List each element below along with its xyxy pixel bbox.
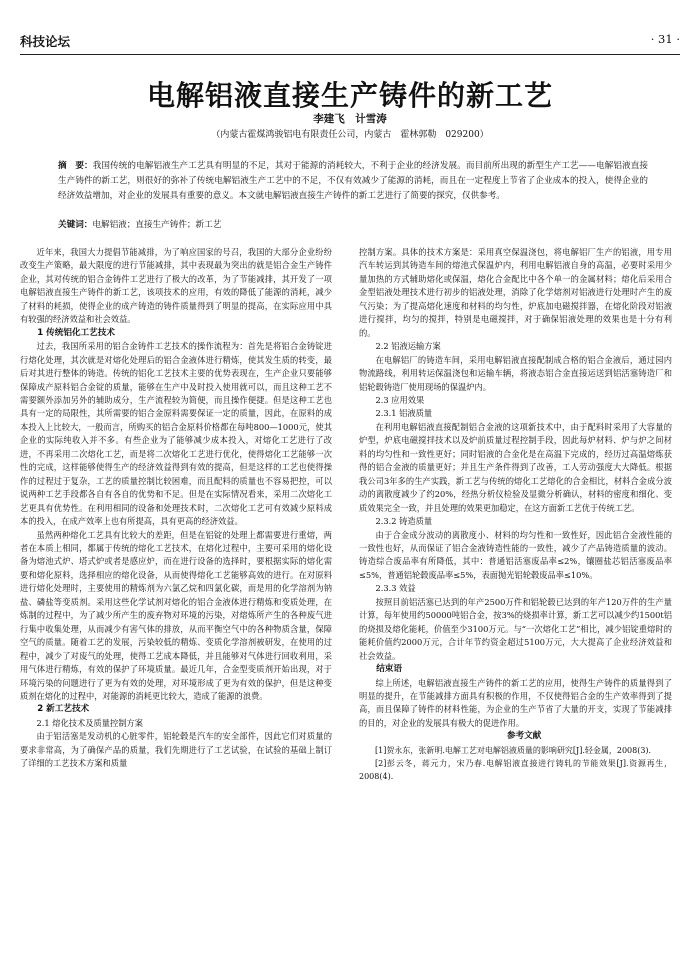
conclusion-heading: 结束语: [376, 664, 402, 675]
header-rule: [20, 54, 680, 55]
reference-item: [2]彭云冬，蒋元力，宋乃春.电解铝液直接进行铸轧的节能效果[J].资源再生，2008(4).: [359, 758, 672, 781]
body-paragraph: 在电解铝厂的铸造车间，采用电解铝液直接配制成合格的铝合金液后，通过园内物流路线，利用转运保温浇包和运输车辆，将液态铝合金直接运送到铝活塞铸造厂和铝轮毂铸造厂使用现场的保温炉内。: [359, 354, 672, 392]
article-authors: 李建飞 计雪涛: [313, 113, 387, 125]
body-paragraph: 控制方案。具体的技术方案是：采用真空保温浇包，将电解铝厂生产的铝液，用专用汽车转运到其铸造车间的熔池式保温炉内，利用电解铝液自身的高温，必要时采用少量加热的方式辅助熔化或保温，熔化合金配比中各个单一的金属材料；熔化后采用合金型铝液处理技术进行初步的铝液处理，消除了化学熔剂对铝液进行处理时产生的废气污染；为了提高熔化速度和材料的均匀性，炉底加电磁搅拌器，在熔化阶段对铝液进行搅拌，均匀的搅拌，特别是电磁搅拌，对于确保铝液处理的效果也是十分有利的。: [359, 247, 672, 338]
body-paragraph: 由于铝活塞是发动机的心脏零件，铝轮毂是汽车的安全部件，因此它们对质量的要求非常高，为了确保产品的质量，我们先期进行了工艺试验，在试验的基础上制订了详细的工艺技术方案和质量: [20, 731, 332, 769]
subsection-heading: 2.1 熔化技术及质量控制方案: [36, 717, 143, 728]
section-heading: 1 传统铝化工艺技术: [37, 327, 115, 338]
right-column: [359, 246, 672, 783]
section-heading: 2 新工艺技术: [37, 704, 90, 715]
keywords: [58, 218, 648, 232]
subsubsection-heading: 2.3.2 铸造质量: [375, 516, 433, 527]
body-paragraph: 过去，我国所采用的铝合金铸件工艺技术的操作流程为：首先是将铝合金铸锭进行熔化处理，其次就是对熔化处理后的铝合金液体进行精炼，使其发生质的转变，最后对其进行整体的铸造。传统的铝化工艺技术主要的优势表现在，生产企业只要能够保障成产原料铝合金锭的质量，能够在生产中及时投入使用就可以，而且这种工艺不需要额外添加另外的辅助成分，生产流程较为简便，而且操作便捷。但是这种工艺也具有一定的局限性，其所需要的铝合金原料需要保证一定的质量，因此，在原料的成本投入上比较大，一般而言，所购买的铝合金原料价格都在每吨800—1000元，使其企业的实际纯收入并不多。有些企业为了能够减少成本投入，对熔化工艺进行了改进，不再采用二次熔化工艺，而是将二次熔化工艺进行优化，使得熔化工艺能够一次性的完成，这样能够使得生产的经济效益得到有效的提高，但是这样的工艺也使得操作的过程过于复杂，工艺的质量控制比较困难，而且配料的质量也不容易把控，可以说两种工艺手段都各自有各自的优势和不足。但是在实际情况看来，采用二次熔化工艺更具有优势性。在利用相同的设备和处理技术时，二次熔化工艺可有效减少原料成本的投入，在成产效率上也有所提高，具有更高的经济效益。: [20, 341, 332, 527]
body-paragraph: 虽然两种熔化工艺具有比较大的差距，但是在铝锭的处理上都需要进行重熔，两者在本质上相同，都属于传统的熔化工艺技术，在熔化过程中，主要可采用的熔化设备为熔池式炉、塔式炉或者是感应炉，而在进行设备的选择时，要根据实际的熔化需要和熔化原料，选择相应的熔化设备，从而使得熔化工艺能够高效的进行。在对原料进行熔化处理时，主要使用的精炼剂为六氯乙烷和四氯化碳，而是用的化学溶剂为钠盐、磷盐等变质剂。采用这些化学试剂对熔化的铝合金液体进行精炼和变质处理，在炼制的过程中，为了减少所产生的废弃物对环境的污染，对熔炼所产生的各种废气进行集中收集处理，从而减少有害气体的排放，从而平衡空气中的各种物质含量，保障空气的质量。随着工艺的发展，污染较低的精炼、变质化学溶剂被研发，在使用的过程中，减少了对废气的处理，使得工艺成本降低，并且能够对气体进行回收利用，采用气体进行精炼，有效的保护了环境质量。最近几年，合金型变质剂开始出现，对于环境污染的问题进行了更为有效的处理，对环境形成了更为有效的保护，但是这种变质剂在熔化的过程中，对能源的消耗更比较大，造成了能源的浪费。: [20, 529, 332, 701]
article-title: 电解铝液直接生产铸件的新工艺: [146, 79, 553, 112]
conclusion-paragraph: 综上所述，电解铝液直接生产铸件的新工艺的应用，使得生产铸件的质量得到了明显的提升，在节能减排方面具有积极的作用，不仅使得铝合金的生产效率得到了提高，而且保障了铸件的材料性能，为企业的生产节省了大量的开支，实现了节能减排的目的，对企业的发展具有极大的促进作用。: [359, 677, 672, 728]
subsubsection-heading: 2.3.1 铝液质量: [375, 408, 433, 419]
abstract-label: 摘 要：: [58, 161, 93, 171]
page-number: · 31 ·: [650, 32, 680, 46]
journal-section: 科技论坛: [20, 34, 71, 49]
body-columns: [20, 246, 680, 951]
abstract: [58, 159, 648, 205]
left-column: [20, 246, 332, 771]
abstract-text: 我国传统的电解铝液生产工艺具有明显的不足，其对于能源的消耗较大，不利于企业的经济发展。而目前所出现的新型生产工艺——电解铝液直接生产铸件的新工艺，则很好的弥补了传统电解铝液生产工艺中的不足，不仅有效减少了能源的消耗，而且在一定程度上节省了企业成本的投入，使得企业的经济效益增加，对企业的发展具有重要的意义。本文就电解铝液直接生产铸件的新工艺进行了简要的探究，仅供参考。: [58, 161, 648, 202]
keywords-label: 关键词：: [58, 220, 93, 230]
reference-item: [1]贺永东，张新明.电解工艺对电解铝液质量的影响研究[J].轻金属，2008(3).: [375, 745, 652, 755]
keywords-text: 电解铝液；直接生产铸件；新工艺: [92, 220, 222, 230]
body-paragraph: 由于合金成分波动的离散度小、材料的均匀性和一致性好，因此铝合金液性能的一致性也好，从而保证了铝合金液铸造性能的一致性，减少了产品铸造质量的波动。铸造综合废品率有所降低，其中：普通铝活塞废品率≤2%，镶圈盐芯铝活塞废品率≤5%，普通铝轮毂废品率≤5%，表面抛光铝轮毂废品率≤10%。: [359, 529, 672, 580]
subsection-heading: 2.2 铝液运输方案: [375, 341, 441, 352]
subsubsection-heading: 2.3.3 效益: [375, 583, 416, 594]
body-paragraph: 按照目前铝活塞已达到的年产2500万件和铝轮毂已达到的年产120万件的生产量计算，每年使用约50000吨铝合金，按3%的烧损率计算，新工艺可以减少约1500t铝的烧损及熔化能耗，价值至少3100万元。与“一次熔化工艺”相比，减少铝锭重熔时的能耗价值约2000万元，合计年节约资金超过5100万元，大大提高了企业经济效益和社会效益。: [359, 596, 672, 661]
page-header: [20, 32, 680, 52]
intro-paragraph: 近年来，我国大力提倡节能减排，为了响应国家的号召，我国的大部分企业纷纷改变生产策略，最大限度的进行节能减排，其中表现最为突出的就是铝合金生产铸件企业，其对传统的铝合金铸件工艺进行了极大的改革，为了节能减排，其开发了一项电解铝液直接生产铸件的新工艺，该项技术的应用，有效的降低了能源的消耗，减少了材料的耗损，使得企业的成产铸造的铸件质量得到了明显的提高，在实际应用中具有较强的经济效益和社会效益。: [20, 247, 332, 325]
references-heading: 参考文献: [506, 731, 542, 742]
author-affiliation: （内蒙古霍煤鸿骏铝电有限责任公司，内蒙古 霍林郭勒 029200）: [211, 130, 489, 140]
body-paragraph: 在利用电解铝液直接配制铝合金液的这项新技术中，由于配料时采用了大容量的炉型，炉底电磁搅拌技术以及炉前质量过程控制手段，因此每炉材料、炉与炉之间材料的均匀性和一致性更好；同时铝液的合金化是在高温下完成的，经历过高温熔炼获得的铝合金液的质量更好；并且生产条件得到了改善，工人劳动强度大大降低。根据我公司3年多的生产实践，新工艺与传统的熔化工艺熔化的合金相比，材料合金成分波动的离散度减少了约20%，经热分析仪检验及显微分析确认，材料的密度和细化、变质效果完全一致，并且处理的效果更加稳定，在这方面新工艺优于传统工艺。: [359, 421, 672, 513]
subsection-heading: 2.3 应用效果: [375, 394, 425, 405]
